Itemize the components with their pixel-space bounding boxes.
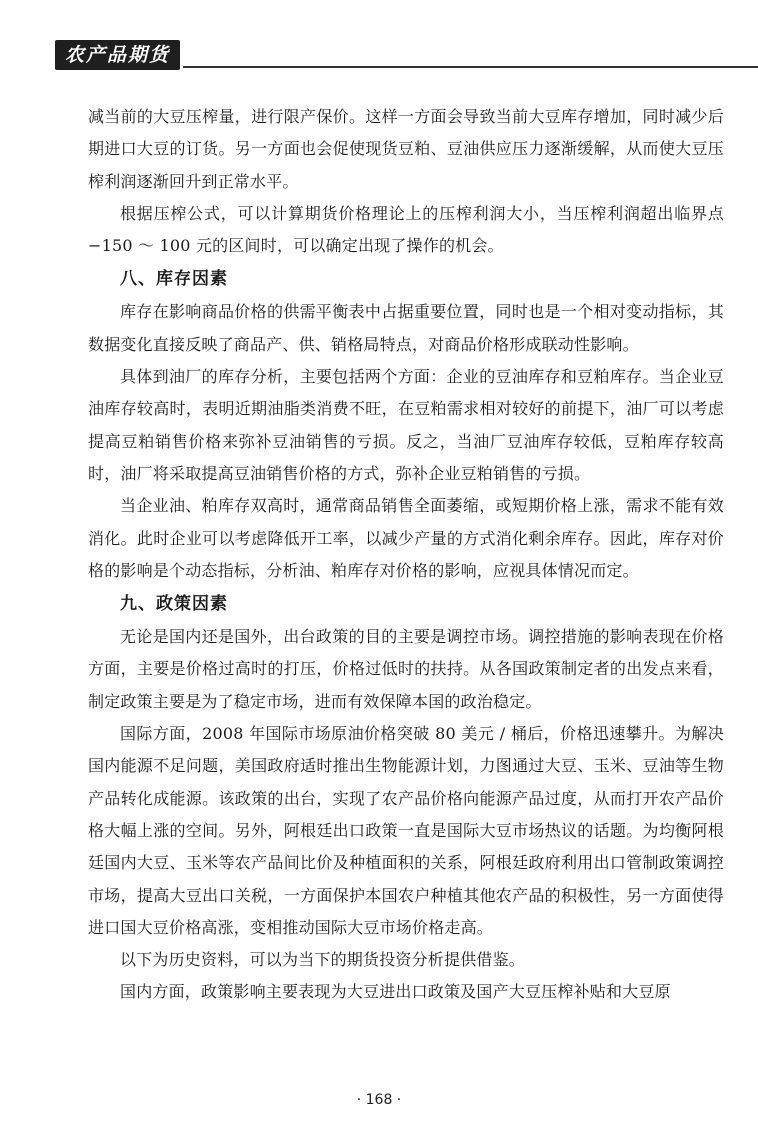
book-title-label: 农产品期货 (55, 40, 180, 70)
running-header (55, 40, 758, 74)
header-rule (183, 66, 758, 68)
paragraph-inventory-intro: 库存在影响商品价格的供需平衡表中占据重要位置，同时也是一个相对变动指标，其数据变化直接反映了商品产、供、销格局特点，对商品价格形成联动性影响。 (88, 302, 724, 354)
paragraph-policy-intro: 无论是国内还是国外，出台政策的目的主要是调控市场。调控措施的影响表现在价格方面，主要是价格过高时的打压，价格过低时的扶持。从各国政策制定者的出发点来看，制定政策主要是为了稳定市场，进而有效保障本国的政治稳定。 (88, 627, 724, 711)
paragraph-crush-margin: 根据压榨公式，可以计算期货价格理论上的压榨利润大小，当压榨利润超出临界点 −150 ～ 100 元的区间时，可以确定出现了操作的机会。 (88, 203, 724, 256)
paragraph-history-note: 以下为历史资料，可以为当下的期货投资分析提供借鉴。 (120, 950, 526, 970)
page-number: · 168 · (356, 1092, 402, 1108)
section-heading-inventory: 八、库存因素 (120, 269, 228, 290)
paragraph-inventory-analysis: 具体到油厂的库存分析，主要包括两个方面：企业的豆油库存和豆粕库存。当企业豆油库存较高时，表明近期油脂类消费不旺，在豆粕需求相对较好的前提下，油厂可以考虑提高豆粕销售价格来弥补豆油销售的亏损。反之，当油厂豆油库存较低，豆粕库存较高时，油厂将采取提高豆油销售价格的方式，弥补企业豆粕销售的亏损。 (88, 367, 724, 483)
section-heading-policy: 九、政策因素 (120, 594, 228, 615)
paragraph-policy-international: 国际方面，2008 年国际市场原油价格突破 80 美元 / 桶后，价格迅速攀升。为解决国内能源不足问题，美国政府适时推出生物能源计划，力图通过大豆、玉米、豆油等生物产品转化成能源。该政策的出台，实现了农产品价格向能源产品过度，从而打开农产品价格大幅上涨的空间。另外，阿根廷出口政策一直是国际大豆市场热议的话题。为均衡阿根廷国内大豆、玉米等农产品间比价及种植面积的关系，阿根廷政府利用出口管制政策调控市场，提高大豆出口关税，一方面保护本国农户种植其他农产品的积极性，另一方面使得进口国大豆价格高涨，变相推动国际大豆市场价格走高。 (88, 724, 724, 937)
paragraph-continued: 减当前的大豆压榨量，进行限产保价。这样一方面会导致当前大豆库存增加，同时减少后期进口大豆的订货。另一方面也会促使现货豆粕、豆油供应压力逐渐缓解，从而使大豆压榨利润逐渐回升到正常水平。 (88, 107, 724, 191)
paragraph-policy-domestic: 国内方面，政策影响主要表现为大豆进出口政策及国产大豆压榨补贴和大豆原 (120, 982, 671, 1002)
page-body (88, 101, 724, 1009)
paragraph-inventory-dynamic: 当企业油、粕库存双高时，通常商品销售全面萎缩，或短期价格上涨，需求不能有效消化。此时企业可以考虑降低开工率，以减少产量的方式消化剩余库存。因此，库存对价格的影响是个动态指标，分析油、粕库存对价格的影响，应视具体情况而定。 (88, 496, 724, 580)
